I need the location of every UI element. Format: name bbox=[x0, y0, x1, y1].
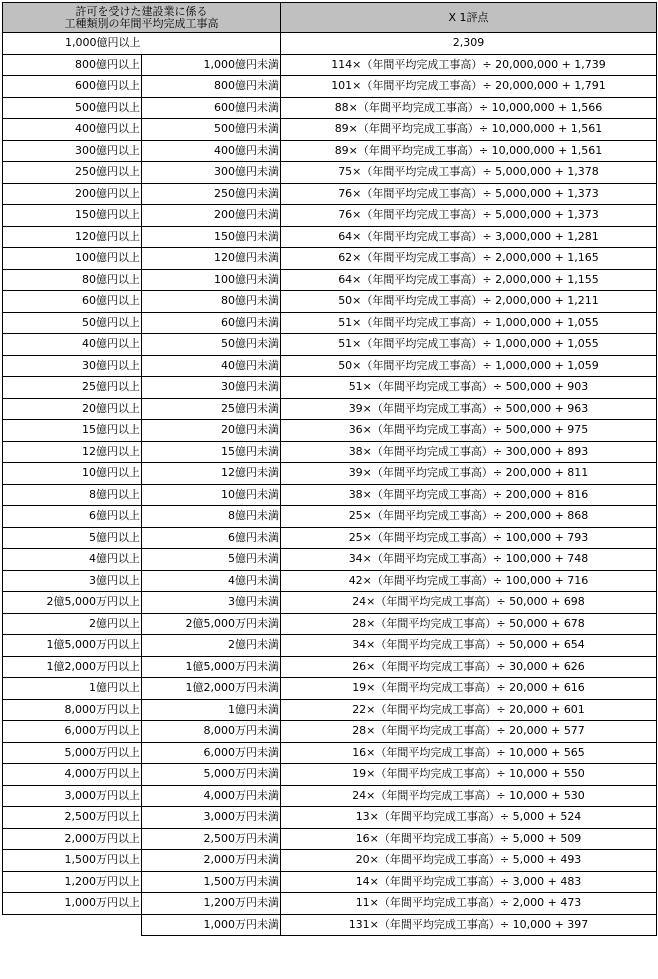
table-row bbox=[3, 850, 657, 872]
range-upper-cell: 8億円未満 bbox=[142, 506, 281, 528]
range-upper-cell: 25億円未満 bbox=[142, 398, 281, 420]
score-formula-cell: 34×（年間平均完成工事高）÷ 100,000 + 748 bbox=[281, 549, 657, 571]
range-upper-cell: 1億円未満 bbox=[142, 699, 281, 721]
range-upper-cell: 150億円未満 bbox=[142, 226, 281, 248]
range-lower-cell: 150億円以上 bbox=[3, 205, 142, 227]
range-upper-cell: 200億円未満 bbox=[142, 205, 281, 227]
table-row bbox=[3, 635, 657, 657]
score-formula-cell: 51×（年間平均完成工事高）÷ 1,000,000 + 1,055 bbox=[281, 312, 657, 334]
score-formula-cell: 13×（年間平均完成工事高）÷ 5,000 + 524 bbox=[281, 807, 657, 829]
range-lower-cell: 6億円以上 bbox=[3, 506, 142, 528]
table-row bbox=[3, 183, 657, 205]
table-header-row bbox=[3, 3, 657, 33]
range-lower-cell bbox=[3, 914, 142, 936]
score-formula-cell: 51×（年間平均完成工事高）÷ 500,000 + 903 bbox=[281, 377, 657, 399]
range-upper-cell: 5億円未満 bbox=[142, 549, 281, 571]
table-row bbox=[3, 570, 657, 592]
score-formula-cell: 26×（年間平均完成工事高）÷ 30,000 + 626 bbox=[281, 656, 657, 678]
table-row bbox=[3, 678, 657, 700]
range-lower-cell: 60億円以上 bbox=[3, 291, 142, 313]
table-row bbox=[3, 721, 657, 743]
table-row bbox=[3, 807, 657, 829]
table-row bbox=[3, 742, 657, 764]
table-row bbox=[3, 269, 657, 291]
table-body bbox=[3, 33, 657, 936]
score-formula-cell: 22×（年間平均完成工事高）÷ 20,000 + 601 bbox=[281, 699, 657, 721]
table-row bbox=[3, 463, 657, 485]
table-row bbox=[3, 355, 657, 377]
table-row bbox=[3, 613, 657, 635]
score-formula-cell: 39×（年間平均完成工事高）÷ 200,000 + 811 bbox=[281, 463, 657, 485]
range-upper-cell: 15億円未満 bbox=[142, 441, 281, 463]
table-row bbox=[3, 312, 657, 334]
range-lower-cell: 20億円以上 bbox=[3, 398, 142, 420]
range-upper-cell: 500億円未満 bbox=[142, 119, 281, 141]
range-upper-cell: 800億円未満 bbox=[142, 76, 281, 98]
range-lower-cell: 80億円以上 bbox=[3, 269, 142, 291]
header-sales-range-line1: 許可を受けた建設業に係る bbox=[75, 4, 208, 18]
range-upper-cell: 100億円未満 bbox=[142, 269, 281, 291]
table-row bbox=[3, 420, 657, 442]
x1-score-table bbox=[2, 2, 657, 936]
table-row bbox=[3, 549, 657, 571]
header-sales-range-line2: 工種類別の年間平均完成工事高 bbox=[64, 16, 219, 30]
score-formula-cell: 28×（年間平均完成工事高）÷ 20,000 + 577 bbox=[281, 721, 657, 743]
score-formula-cell: 2,309 bbox=[281, 33, 657, 55]
range-upper-cell: 1,000億円未満 bbox=[142, 54, 281, 76]
score-formula-cell: 38×（年間平均完成工事高）÷ 300,000 + 893 bbox=[281, 441, 657, 463]
range-upper-cell: 120億円未満 bbox=[142, 248, 281, 270]
range-upper-cell: 3億円未満 bbox=[142, 592, 281, 614]
range-lower-cell: 5億円以上 bbox=[3, 527, 142, 549]
range-lower-cell: 600億円以上 bbox=[3, 76, 142, 98]
range-upper-cell: 3,000万円未満 bbox=[142, 807, 281, 829]
table-row bbox=[3, 914, 657, 936]
score-formula-cell: 25×（年間平均完成工事高）÷ 100,000 + 793 bbox=[281, 527, 657, 549]
score-formula-cell: 50×（年間平均完成工事高）÷ 1,000,000 + 1,059 bbox=[281, 355, 657, 377]
score-formula-cell: 16×（年間平均完成工事高）÷ 5,000 + 509 bbox=[281, 828, 657, 850]
score-formula-cell: 42×（年間平均完成工事高）÷ 100,000 + 716 bbox=[281, 570, 657, 592]
range-lower-cell: 4,000万円以上 bbox=[3, 764, 142, 786]
range-upper-cell: 1,000万円未満 bbox=[142, 914, 281, 936]
range-upper-cell: 400億円未満 bbox=[142, 140, 281, 162]
table-row bbox=[3, 527, 657, 549]
range-upper-cell: 5,000万円未満 bbox=[142, 764, 281, 786]
range-lower-cell: 40億円以上 bbox=[3, 334, 142, 356]
range-upper-cell: 6,000万円未満 bbox=[142, 742, 281, 764]
score-formula-cell: 24×（年間平均完成工事高）÷ 10,000 + 530 bbox=[281, 785, 657, 807]
range-lower-cell: 50億円以上 bbox=[3, 312, 142, 334]
header-x1-score: X 1評点 bbox=[281, 3, 657, 33]
table-row bbox=[3, 506, 657, 528]
range-lower-cell: 1億円以上 bbox=[3, 678, 142, 700]
score-formula-cell: 76×（年間平均完成工事高）÷ 5,000,000 + 1,373 bbox=[281, 183, 657, 205]
range-lower-cell: 2億5,000万円以上 bbox=[3, 592, 142, 614]
range-upper-cell: 10億円未満 bbox=[142, 484, 281, 506]
table-row bbox=[3, 699, 657, 721]
range-upper-cell: 250億円未満 bbox=[142, 183, 281, 205]
range-lower-cell: 1,200万円以上 bbox=[3, 871, 142, 893]
score-formula-cell: 64×（年間平均完成工事高）÷ 3,000,000 + 1,281 bbox=[281, 226, 657, 248]
range-upper-cell: 300億円未満 bbox=[142, 162, 281, 184]
range-upper-cell: 40億円未満 bbox=[142, 355, 281, 377]
score-formula-cell: 38×（年間平均完成工事高）÷ 200,000 + 816 bbox=[281, 484, 657, 506]
table-row bbox=[3, 291, 657, 313]
range-lower-cell: 500億円以上 bbox=[3, 97, 142, 119]
table-row bbox=[3, 377, 657, 399]
score-formula-cell: 14×（年間平均完成工事高）÷ 3,000 + 483 bbox=[281, 871, 657, 893]
score-formula-cell: 88×（年間平均完成工事高）÷ 10,000,000 + 1,566 bbox=[281, 97, 657, 119]
score-formula-cell: 89×（年間平均完成工事高）÷ 10,000,000 + 1,561 bbox=[281, 140, 657, 162]
score-formula-cell: 101×（年間平均完成工事高）÷ 20,000,000 + 1,791 bbox=[281, 76, 657, 98]
score-formula-cell: 24×（年間平均完成工事高）÷ 50,000 + 698 bbox=[281, 592, 657, 614]
table-row bbox=[3, 484, 657, 506]
range-upper-cell: 1億5,000万円未満 bbox=[142, 656, 281, 678]
range-lower-cell: 4億円以上 bbox=[3, 549, 142, 571]
table-row bbox=[3, 785, 657, 807]
table-row bbox=[3, 226, 657, 248]
range-lower-cell: 25億円以上 bbox=[3, 377, 142, 399]
range-lower-cell: 12億円以上 bbox=[3, 441, 142, 463]
table-row bbox=[3, 162, 657, 184]
range-upper-cell: 60億円未満 bbox=[142, 312, 281, 334]
range-upper-cell: 20億円未満 bbox=[142, 420, 281, 442]
range-lower-cell: 200億円以上 bbox=[3, 183, 142, 205]
range-lower-cell: 30億円以上 bbox=[3, 355, 142, 377]
score-formula-cell: 19×（年間平均完成工事高）÷ 10,000 + 550 bbox=[281, 764, 657, 786]
range-upper-cell: 4,000万円未満 bbox=[142, 785, 281, 807]
range-upper-cell: 2,000万円未満 bbox=[142, 850, 281, 872]
range-lower-cell: 1,000万円以上 bbox=[3, 893, 142, 915]
range-upper-cell: 2億円未満 bbox=[142, 635, 281, 657]
table-row bbox=[3, 871, 657, 893]
table-row bbox=[3, 656, 657, 678]
range-upper-cell bbox=[142, 33, 281, 55]
score-formula-cell: 114×（年間平均完成工事高）÷ 20,000,000 + 1,739 bbox=[281, 54, 657, 76]
score-formula-cell: 131×（年間平均完成工事高）÷ 10,000 + 397 bbox=[281, 914, 657, 936]
range-upper-cell: 1億2,000万円未満 bbox=[142, 678, 281, 700]
range-lower-cell: 1,500万円以上 bbox=[3, 850, 142, 872]
range-lower-cell: 1,000億円以上 bbox=[3, 33, 142, 55]
range-lower-cell: 400億円以上 bbox=[3, 119, 142, 141]
range-upper-cell: 30億円未満 bbox=[142, 377, 281, 399]
range-lower-cell: 300億円以上 bbox=[3, 140, 142, 162]
range-lower-cell: 1億5,000万円以上 bbox=[3, 635, 142, 657]
range-upper-cell: 80億円未満 bbox=[142, 291, 281, 313]
range-lower-cell: 6,000万円以上 bbox=[3, 721, 142, 743]
score-formula-cell: 51×（年間平均完成工事高）÷ 1,000,000 + 1,055 bbox=[281, 334, 657, 356]
range-upper-cell: 1,200万円未満 bbox=[142, 893, 281, 915]
score-formula-cell: 25×（年間平均完成工事高）÷ 200,000 + 868 bbox=[281, 506, 657, 528]
range-upper-cell: 8,000万円未満 bbox=[142, 721, 281, 743]
header-sales-range bbox=[3, 3, 281, 33]
range-upper-cell: 4億円未満 bbox=[142, 570, 281, 592]
range-upper-cell: 50億円未満 bbox=[142, 334, 281, 356]
table-row bbox=[3, 828, 657, 850]
score-formula-cell: 19×（年間平均完成工事高）÷ 20,000 + 616 bbox=[281, 678, 657, 700]
score-formula-cell: 75×（年間平均完成工事高）÷ 5,000,000 + 1,378 bbox=[281, 162, 657, 184]
score-formula-cell: 34×（年間平均完成工事高）÷ 50,000 + 654 bbox=[281, 635, 657, 657]
range-lower-cell: 2,000万円以上 bbox=[3, 828, 142, 850]
range-upper-cell: 2億5,000万円未満 bbox=[142, 613, 281, 635]
range-lower-cell: 10億円以上 bbox=[3, 463, 142, 485]
range-lower-cell: 5,000万円以上 bbox=[3, 742, 142, 764]
range-upper-cell: 12億円未満 bbox=[142, 463, 281, 485]
range-lower-cell: 100億円以上 bbox=[3, 248, 142, 270]
range-upper-cell: 6億円未満 bbox=[142, 527, 281, 549]
score-formula-cell: 36×（年間平均完成工事高）÷ 500,000 + 975 bbox=[281, 420, 657, 442]
table-row bbox=[3, 205, 657, 227]
score-formula-cell: 39×（年間平均完成工事高）÷ 500,000 + 963 bbox=[281, 398, 657, 420]
table-row bbox=[3, 592, 657, 614]
range-lower-cell: 8億円以上 bbox=[3, 484, 142, 506]
table-row bbox=[3, 334, 657, 356]
score-formula-cell: 20×（年間平均完成工事高）÷ 5,000 + 493 bbox=[281, 850, 657, 872]
table-row bbox=[3, 119, 657, 141]
range-lower-cell: 2億円以上 bbox=[3, 613, 142, 635]
table-row bbox=[3, 140, 657, 162]
score-formula-cell: 16×（年間平均完成工事高）÷ 10,000 + 565 bbox=[281, 742, 657, 764]
range-lower-cell: 15億円以上 bbox=[3, 420, 142, 442]
table-row bbox=[3, 398, 657, 420]
table-row bbox=[3, 893, 657, 915]
table-row bbox=[3, 441, 657, 463]
score-formula-cell: 11×（年間平均完成工事高）÷ 2,000 + 473 bbox=[281, 893, 657, 915]
table-row bbox=[3, 248, 657, 270]
score-formula-cell: 76×（年間平均完成工事高）÷ 5,000,000 + 1,373 bbox=[281, 205, 657, 227]
range-upper-cell: 2,500万円未満 bbox=[142, 828, 281, 850]
range-upper-cell: 600億円未満 bbox=[142, 97, 281, 119]
range-lower-cell: 8,000万円以上 bbox=[3, 699, 142, 721]
score-formula-cell: 89×（年間平均完成工事高）÷ 10,000,000 + 1,561 bbox=[281, 119, 657, 141]
table-row bbox=[3, 33, 657, 55]
range-lower-cell: 800億円以上 bbox=[3, 54, 142, 76]
range-lower-cell: 1億2,000万円以上 bbox=[3, 656, 142, 678]
range-lower-cell: 250億円以上 bbox=[3, 162, 142, 184]
score-formula-cell: 64×（年間平均完成工事高）÷ 2,000,000 + 1,155 bbox=[281, 269, 657, 291]
range-lower-cell: 2,500万円以上 bbox=[3, 807, 142, 829]
range-lower-cell: 3億円以上 bbox=[3, 570, 142, 592]
table-row bbox=[3, 764, 657, 786]
range-upper-cell: 1,500万円未満 bbox=[142, 871, 281, 893]
range-lower-cell: 3,000万円以上 bbox=[3, 785, 142, 807]
score-formula-cell: 62×（年間平均完成工事高）÷ 2,000,000 + 1,165 bbox=[281, 248, 657, 270]
score-formula-cell: 28×（年間平均完成工事高）÷ 50,000 + 678 bbox=[281, 613, 657, 635]
score-formula-cell: 50×（年間平均完成工事高）÷ 2,000,000 + 1,211 bbox=[281, 291, 657, 313]
table-row bbox=[3, 97, 657, 119]
range-lower-cell: 120億円以上 bbox=[3, 226, 142, 248]
table-row bbox=[3, 54, 657, 76]
table-row bbox=[3, 76, 657, 98]
